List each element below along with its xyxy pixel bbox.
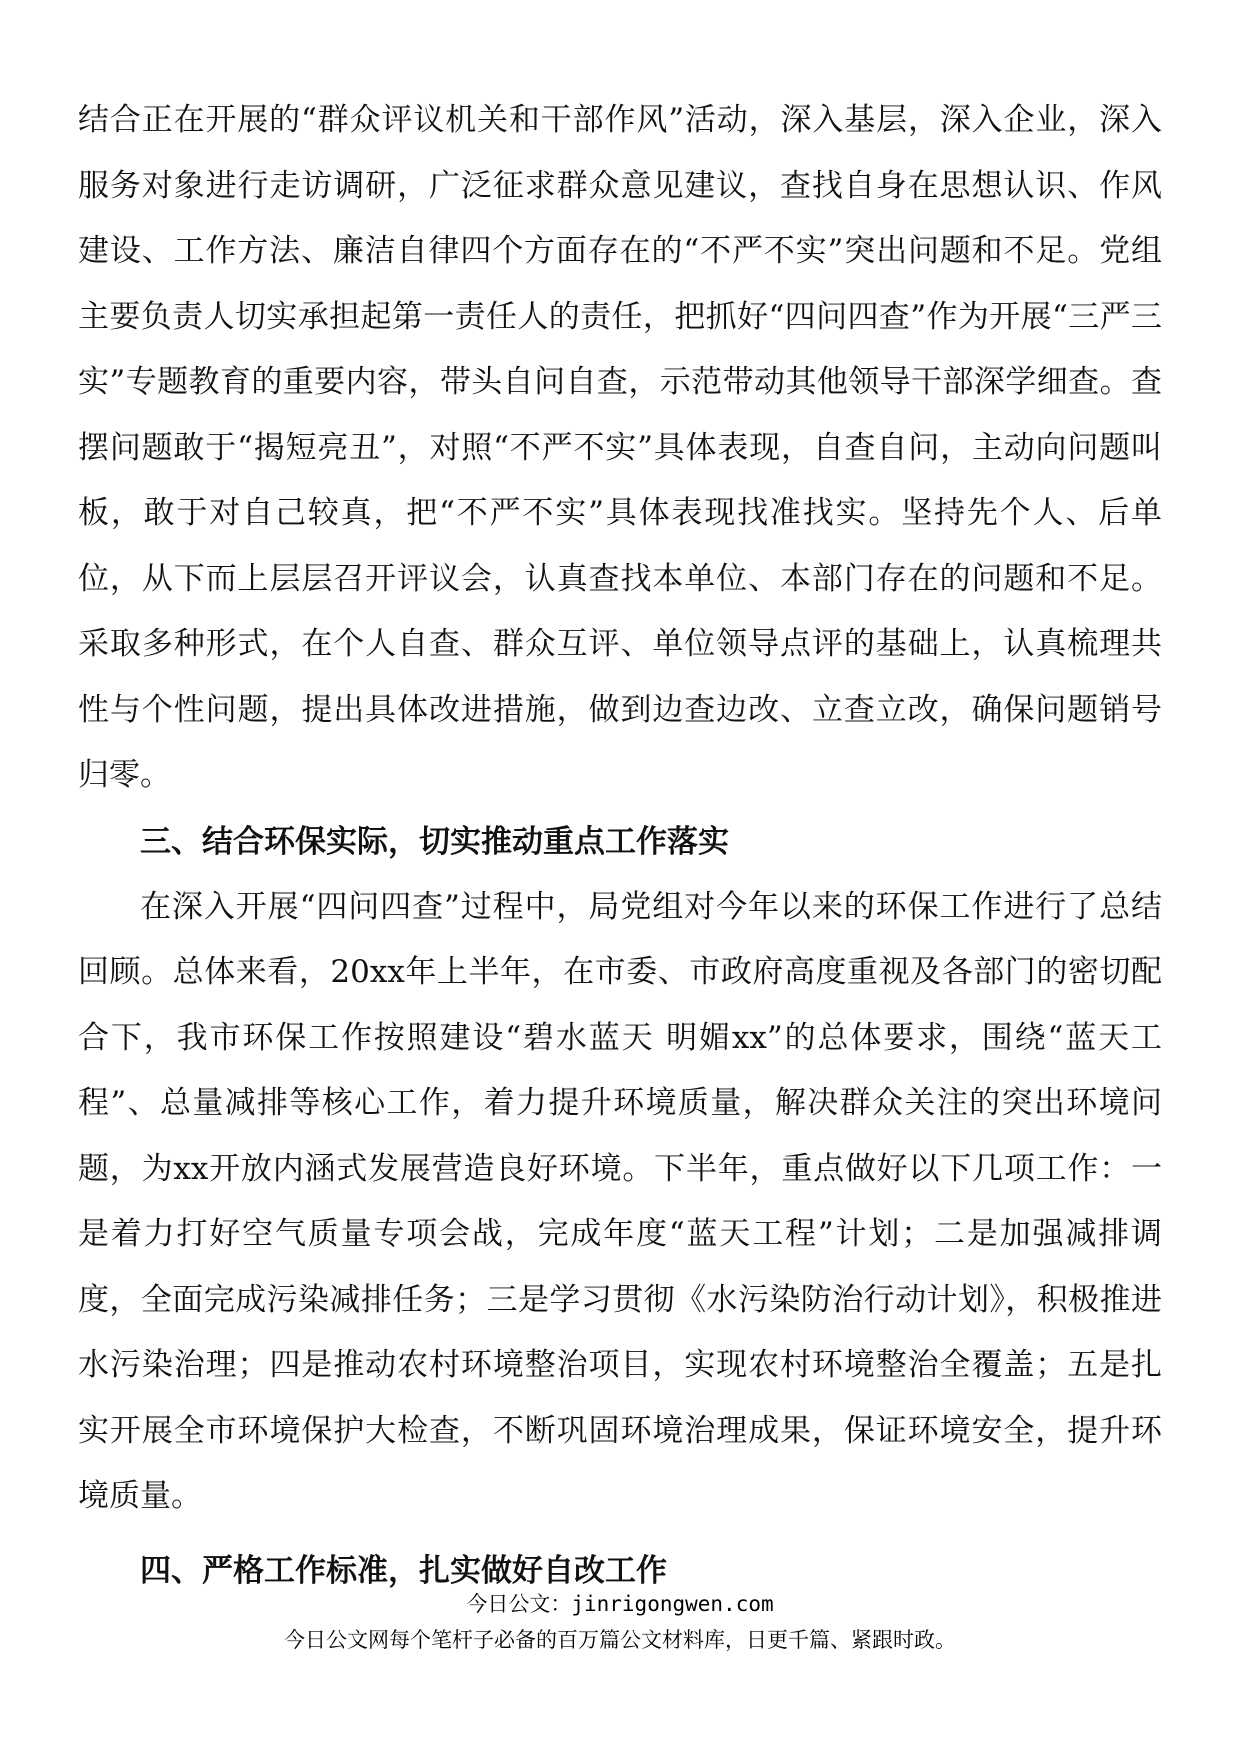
footer-slogan: 今日公文网每个笔杆子必备的百万篇公文材料库，日更千篇、紧跟时政。 <box>284 1628 956 1652</box>
document-page <box>78 88 1162 1604</box>
section-heading-3: 三、结合环保实际，切实推动重点工作落实 <box>140 823 729 860</box>
footer-url-link[interactable]: jinrigongwen.com <box>571 1592 774 1616</box>
body-paragraph-2: 在深入开展“四问四查”过程中，局党组对今年以来的环保工作进行了总结回顾。总体来看，20xx年上半年，在市委、市政府高度重视及各部门的密切配合下，我市环保工作按照建设“碧水蓝天 明媚xx”的总体要求，围绕“蓝天工程”、总量减排等核心工作，着力提升环境质量，解决群众关注的突出环境问题，为xx开放内涵式发展营造良好环境。下半年，重点做好以下几项工作：一是着力打好空气质量专项会战，完成年度“蓝天工程”计划；二是加强减排调度，全面完成污染减排任务；三是学习贯彻《水污染防治行动计划》，积极推进水污染治理；四是推动农村环境整治项目，实现农村环境整治全覆盖；五是扎实开展全市环境保护大检查，不断巩固环境治理成果，保证环境安全，提升环境质量。 <box>78 888 1162 1514</box>
body-paragraph-1: 结合正在开展的“群众评议机关和干部作风”活动，深入基层，深入企业，深入服务对象进行走访调研，广泛征求群众意见建议，查找自身在思想认识、作风建设、工作方法、廉洁自律四个方面存在的“不严不实”突出问题和不足。党组主要负责人切实承担起第一责任人的责任，把抓好“四问四查”作为开展“三严三实”专题教育的重要内容，带头自问自查，示范带动其他领导干部深学细查。查摆问题敢于“揭短亮丑”，对照“不严不实”具体表现，自查自问，主动向问题叫板，敢于对自己较真，把“不严不实”具体表现找准找实。坚持先个人、后单位，从下而上层层召开评议会，认真查找本单位、本部门存在的问题和不足。采取多种形式，在个人自查、群众互评、单位领导点评的基础上，认真梳理共性与个性问题，提出具体改进措施，做到边查边改、立查立改，确保问题销号归零。 <box>78 102 1162 793</box>
section-heading-4: 四、严格工作标准，扎实做好自改工作 <box>140 1552 667 1589</box>
footer-label: 今日公文： <box>466 1592 572 1616</box>
footer-watermark <box>0 1587 1240 1657</box>
footer-source-line <box>0 1587 1240 1621</box>
